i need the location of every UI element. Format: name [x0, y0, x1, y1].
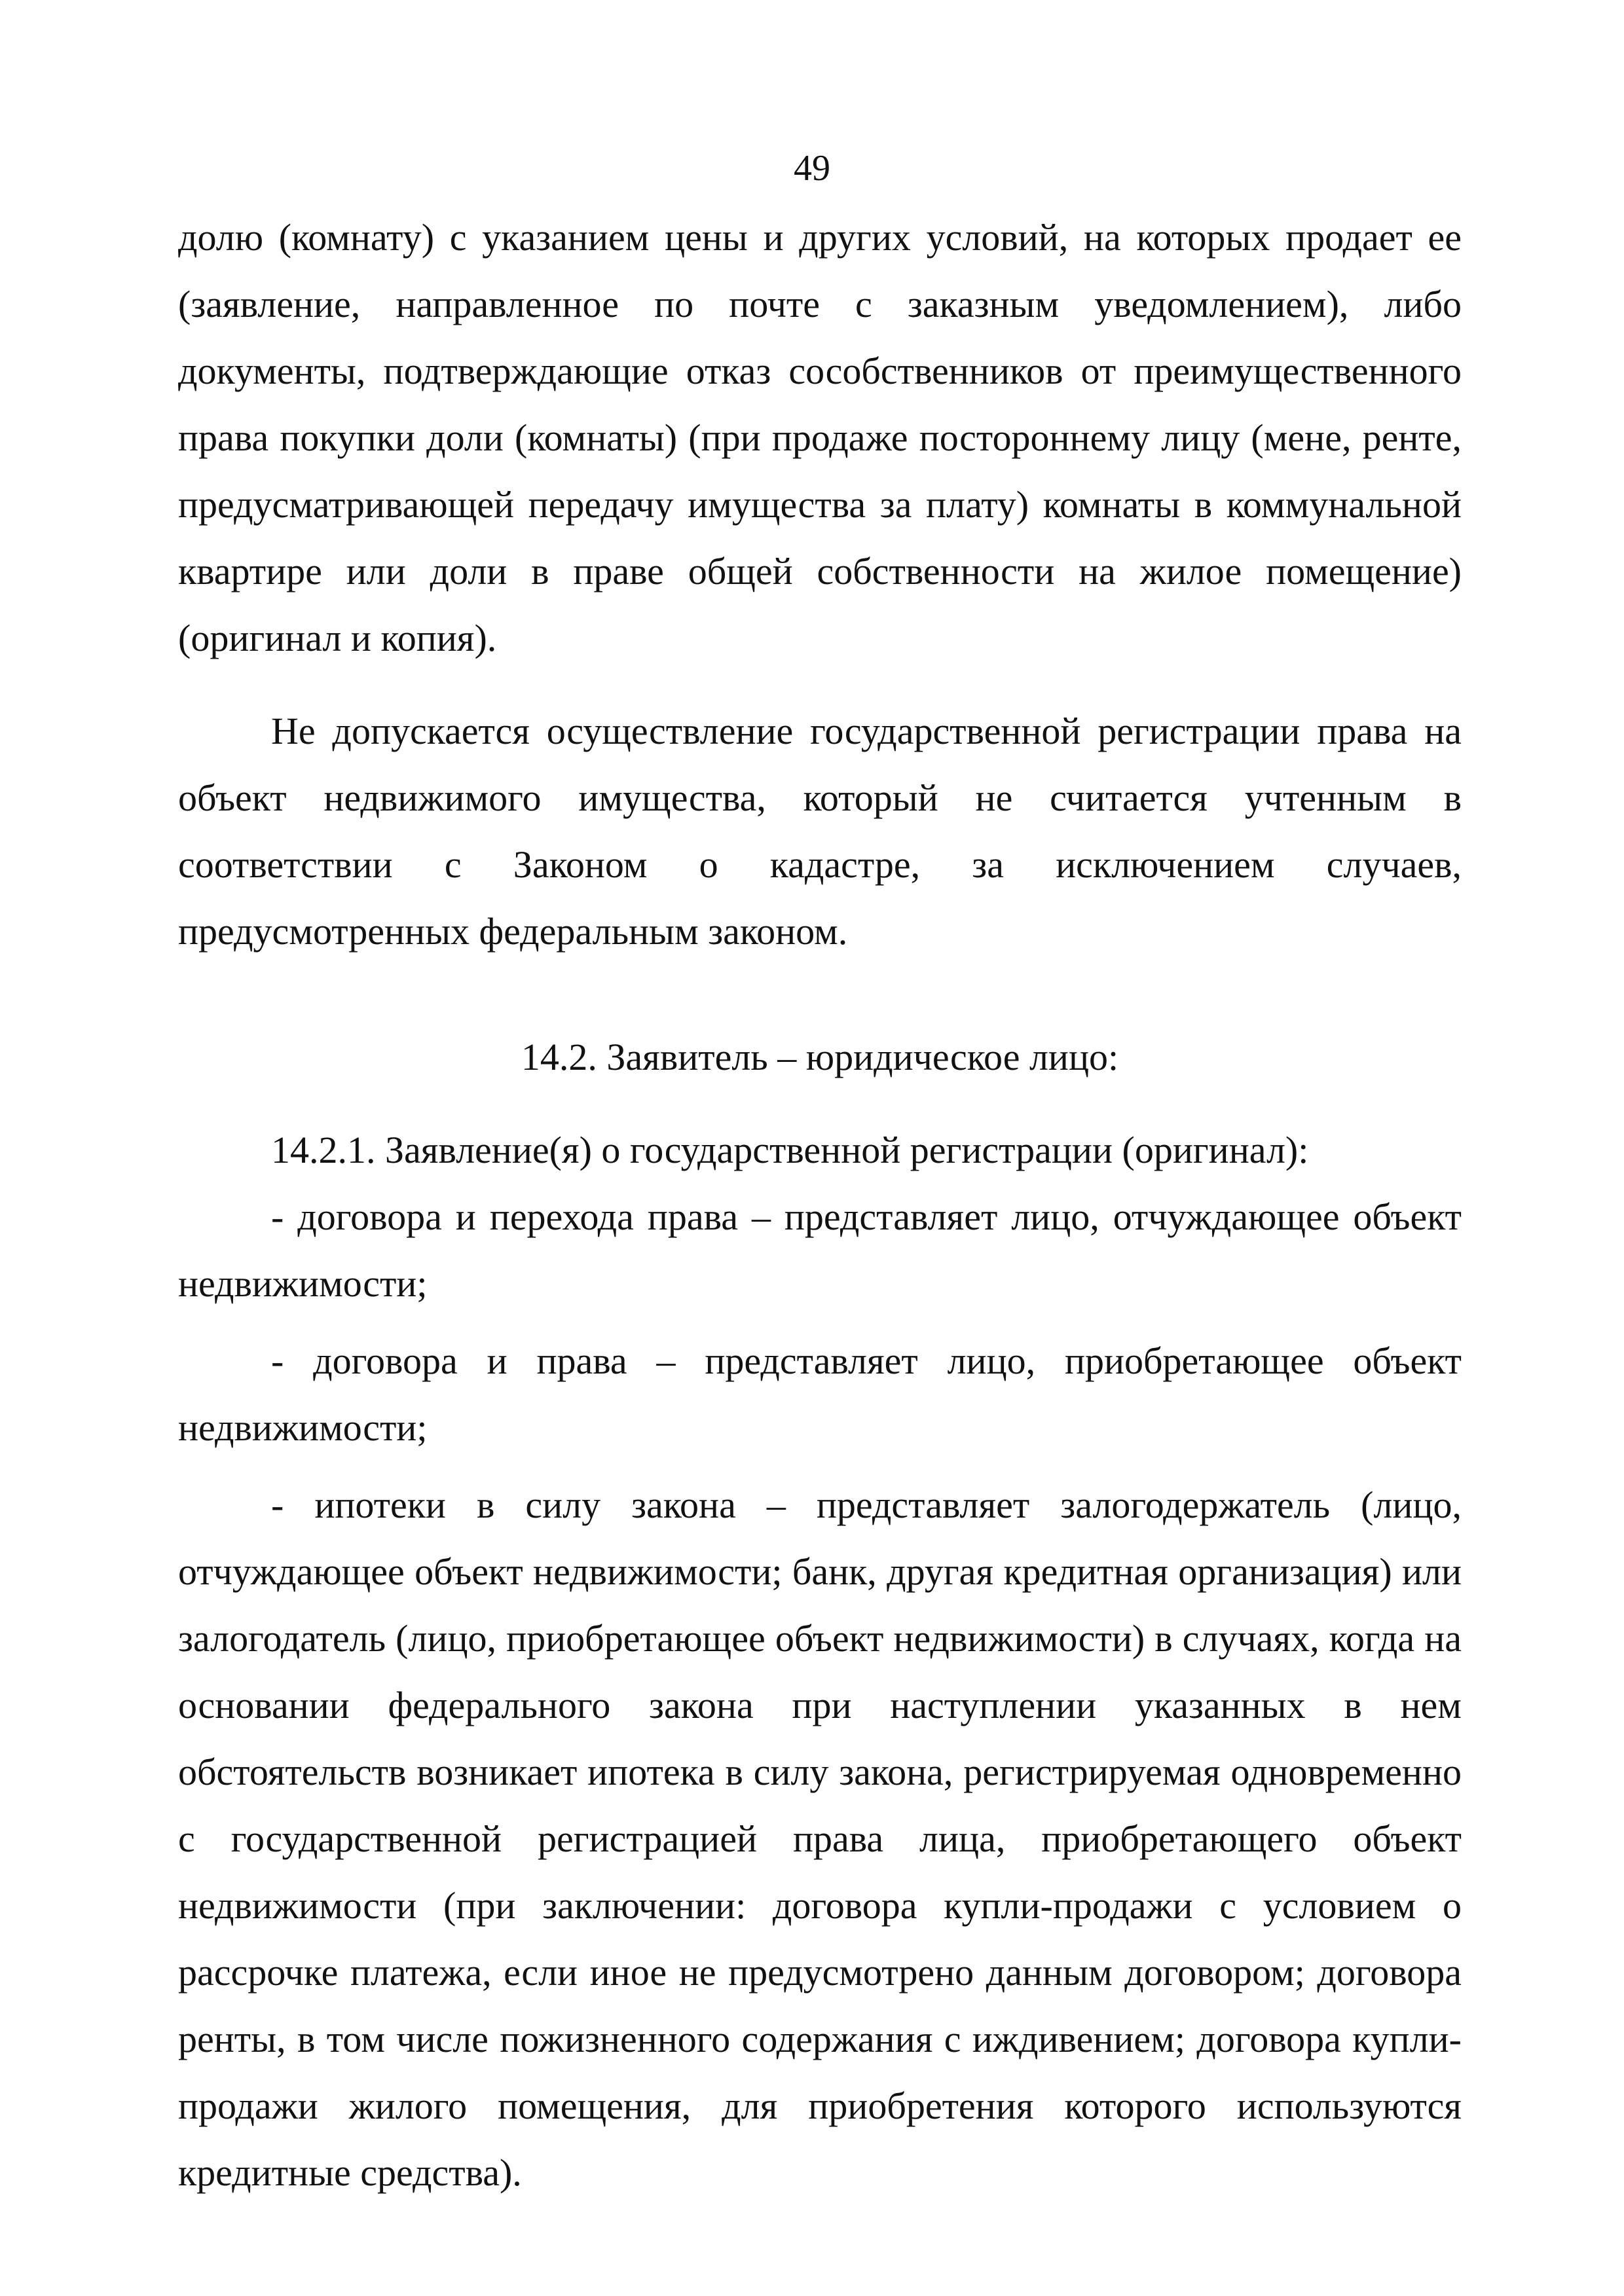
- list-item-contract-right: - договора и права – представляет лицо, приобретающее объект недвижимости;: [178, 1339, 1462, 1449]
- document-body: [178, 204, 1462, 2206]
- subsection-14-2-1: 14.2.1. Заявление(я) о государственной регистрации (оригинал):: [271, 1129, 1309, 1171]
- list-item-mortgage: - ипотеки в силу закона – представляет залогодержатель (лицо, отчуждающее объект недвижимости; банк, другая кредитная организация) или залогодатель (лицо, приобретающее объект недвижимости) в случаях, когда на основании федерального закона при наступлении указанных в нем обстоятельств возникает ипотека в силу закона, регистрируемая одновременно с государственной регистрацией права лица, приобретающего объект недвижимости (при заключении: договора купли-продажи с условием о рассрочке платежа, если иное не предусмотрено данным договором; договора ренты, в том числе пожизненного содержания с иждивением; договора купли-продажи жилого помещения, для приобретения которого используются кредитные средства).: [178, 1484, 1462, 2194]
- list-item-contract-transfer: - договора и перехода права – представляет лицо, отчуждающее объект недвижимости;: [178, 1195, 1462, 1305]
- paragraph-registration-restriction: Не допускается осуществление государственной регистрации права на объект недвижимого имущества, который не считается учтенным в соответствии с Законом о кадастре, за исключением случаев, предусмотренных федеральным законом.: [178, 710, 1462, 953]
- page-number: 49: [794, 148, 830, 189]
- paragraph-continuation: долю (комнату) с указанием цены и других условий, на которых продает ее (заявление, направленное по почте с заказным уведомлением), либо документы, подтверждающие отказ сособственников от преимущественного права покупки доли (комнаты) (при продаже постороннему лицу (мене, ренте, предусматривающей передачу имущества за плату) комнаты в коммунальной квартире или доли в праве общей собственности на жилое помещение) (оригинал и копия).: [178, 216, 1462, 659]
- section-heading-14-2: 14.2. Заявитель – юридическое лицо:: [521, 1036, 1119, 1078]
